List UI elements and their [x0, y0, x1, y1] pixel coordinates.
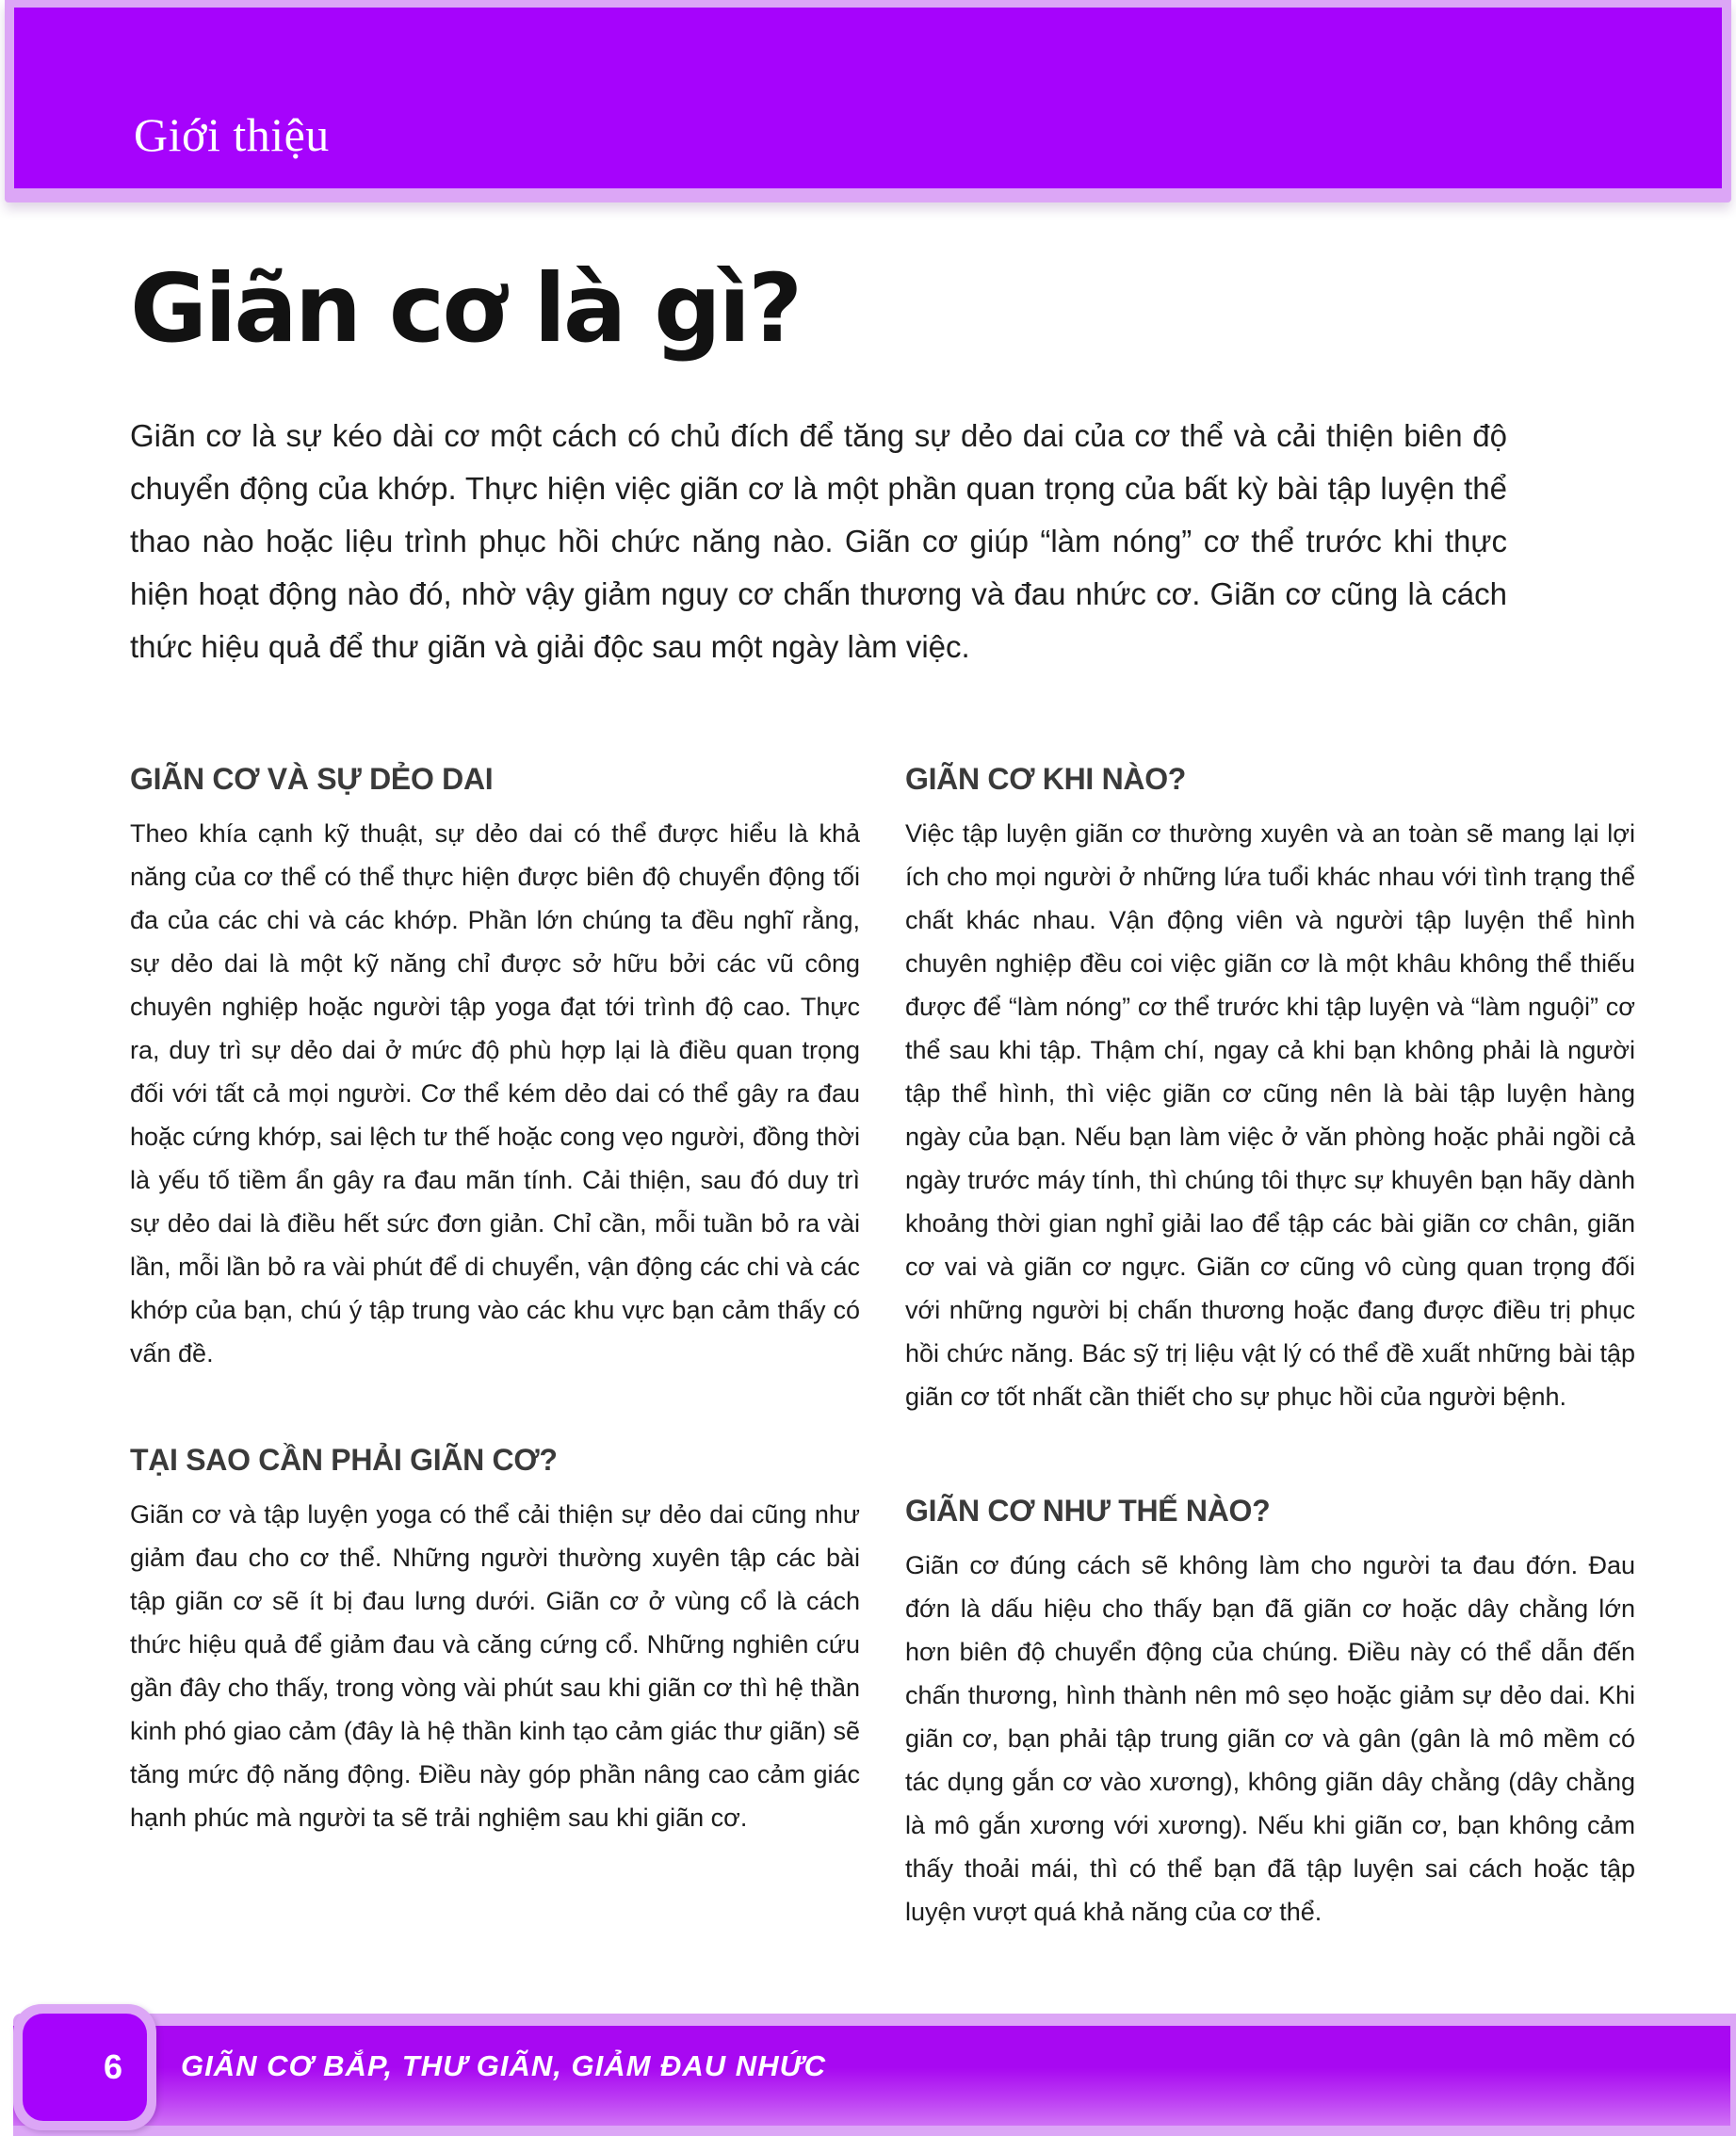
intro-paragraph: Giãn cơ là sự kéo dài cơ một cách có chủ đích để tăng sự dẻo dai của cơ thể và cải thiện biên độ chuyển động của khớp. Thực hiện việc giãn cơ là một phần quan trọng của bất kỳ bài tập luyện thể thao nào hoặc liệu trình phục hồi chức năng nào. Giãn cơ giúp “làm nóng” cơ thể trước khi thực hiện hoạt động nào đó, nhờ vậy giảm nguy cơ chấn thương và đau nhức cơ. Giãn cơ cũng là cách thức hiệu quả để thư giãn và giải độc sau một ngày làm việc. [130, 418, 1507, 664]
left-column [130, 762, 860, 1934]
section-body: Giãn cơ và tập luyện yoga có thể cải thiện sự dẻo dai cũng như giảm đau cho cơ thể. Những người thường xuyên tập các bài tập giãn cơ sẽ ít bị đau lưng dưới. Giãn cơ ở vùng cổ là cách thức hiệu quả để giảm đau và căng cứng cổ. Những nghiên cứu gần đây cho thấy, trong vòng vài phút sau khi giãn cơ thì hệ thần kinh phó giao cảm (đây là hệ thần kinh tạo cảm giác thư giãn) sẽ tăng mức độ năng động. Điều này góp phần nâng cao cảm giác hạnh phúc mà người ta sẽ trải nghiệm sau khi giãn cơ. [130, 1500, 860, 1832]
section-flexibility [130, 762, 860, 1375]
section-body: Theo khía cạnh kỹ thuật, sự dẻo dai có thể được hiểu là khả năng của cơ thể có thể thực hiện được biên độ chuyển động tối đa của các chi và các khớp. Phần lớn chúng ta đều nghĩ rằng, sự dẻo dai là một kỹ năng chỉ được sở hữu bởi các vũ công chuyên nghiệp hoặc người tập yoga đạt tới trình độ cao. Thực ra, duy trì sự dẻo dai ở mức độ phù hợp lại là điều quan trọng đối với tất cả mọi người. Cơ thể kém dẻo dai có thể gây ra đau hoặc cứng khớp, sai lệch tư thế hoặc cong vẹo người, đồng thời là yếu tố tiềm ẩn gây ra đau mãn tính. Cải thiện, sau đó duy trì sự dẻo dai là điều hết sức đơn giản. Chỉ cần, mỗi tuần bỏ ra vài lần, mỗi lần bỏ ra vài phút để di chuyển, vận động các chi và các khớp của bạn, chú ý tập trung vào các khu vực bạn cảm thấy có vấn đề. [130, 819, 860, 1367]
two-column-layout [130, 762, 1635, 1934]
section-heading: GIÃN CƠ KHI NÀO? [905, 762, 1187, 796]
section-heading: GIÃN CƠ NHƯ THẾ NÀO? [905, 1494, 1271, 1528]
section-heading: GIÃN CƠ VÀ SỰ DẺO DAI [130, 762, 494, 796]
page-number: 6 [103, 2047, 122, 2086]
section-how-stretch [905, 1494, 1635, 1934]
section-heading: TẠI SAO CẦN PHẢI GIÃN CƠ? [130, 1443, 558, 1477]
page-title: Giãn cơ là gì? [130, 253, 801, 364]
footer [0, 2004, 1736, 2136]
section-body: Giãn cơ đúng cách sẽ không làm cho người ta đau đớn. Đau đớn là dấu hiệu cho thấy bạn đã giãn cơ hoặc dây chằng lớn hơn biên độ chuyển động của chúng. Điều này có thể dẫn đến chấn thương, hình thành nên mô sẹo hoặc giảm sự dẻo dai. Khi giãn cơ, bạn phải tập trung giãn cơ và gân (gân là mô mềm có tác dụng gắn cơ vào xương), không giãn dây chằng (dây chằng là mô gắn xương với xương). Nếu khi giãn cơ, bạn không cảm thấy thoải mái, thì có thể bạn đã tập luyện sai cách hoặc tập luyện vượt quá khả năng của cơ thể. [905, 1551, 1635, 1926]
footer-running-title: GIÃN CƠ BẮP, THƯ GIÃN, GIẢM ĐAU NHỨC [181, 2049, 827, 2082]
right-column [905, 762, 1635, 1934]
page-number-badge [13, 2004, 156, 2130]
page-number-badge-fill [23, 2014, 147, 2121]
section-when-stretch [905, 762, 1635, 1418]
section-why-stretch [130, 1443, 860, 1839]
chapter-kicker-label: Giới thiệu [134, 108, 330, 161]
section-body: Việc tập luyện giãn cơ thường xuyên và an toàn sẽ mang lại lợi ích cho mọi người ở những lứa tuổi khác nhau với tình trạng thể chất khác nhau. Vận động viên và người tập luyện thể hình chuyên nghiệp đều coi việc giãn cơ là một khâu không thể thiếu được để “làm nóng” cơ thể trước khi tập luyện và “làm nguội” cơ thể sau khi tập. Thậm chí, ngay cả khi bạn không phải là người tập thể hình, thì việc giãn cơ cũng nên là bài tập luyện hàng ngày của bạn. Nếu bạn làm việc ở văn phòng hoặc phải ngồi cả ngày trước máy tính, thì chúng tôi thực sự khuyên bạn hãy dành khoảng thời gian nghỉ giải lao để tập các bài giãn cơ chân, giãn cơ vai và giãn cơ ngực. Giãn cơ cũng vô cùng quan trọng đối với những người bị chấn thương hoặc đang được điều trị phục hồi chức năng. Bác sỹ trị liệu vật lý có thể đề xuất những bài tập giãn cơ tốt nhất cần thiết cho sự phục hồi của người bệnh. [905, 819, 1635, 1411]
